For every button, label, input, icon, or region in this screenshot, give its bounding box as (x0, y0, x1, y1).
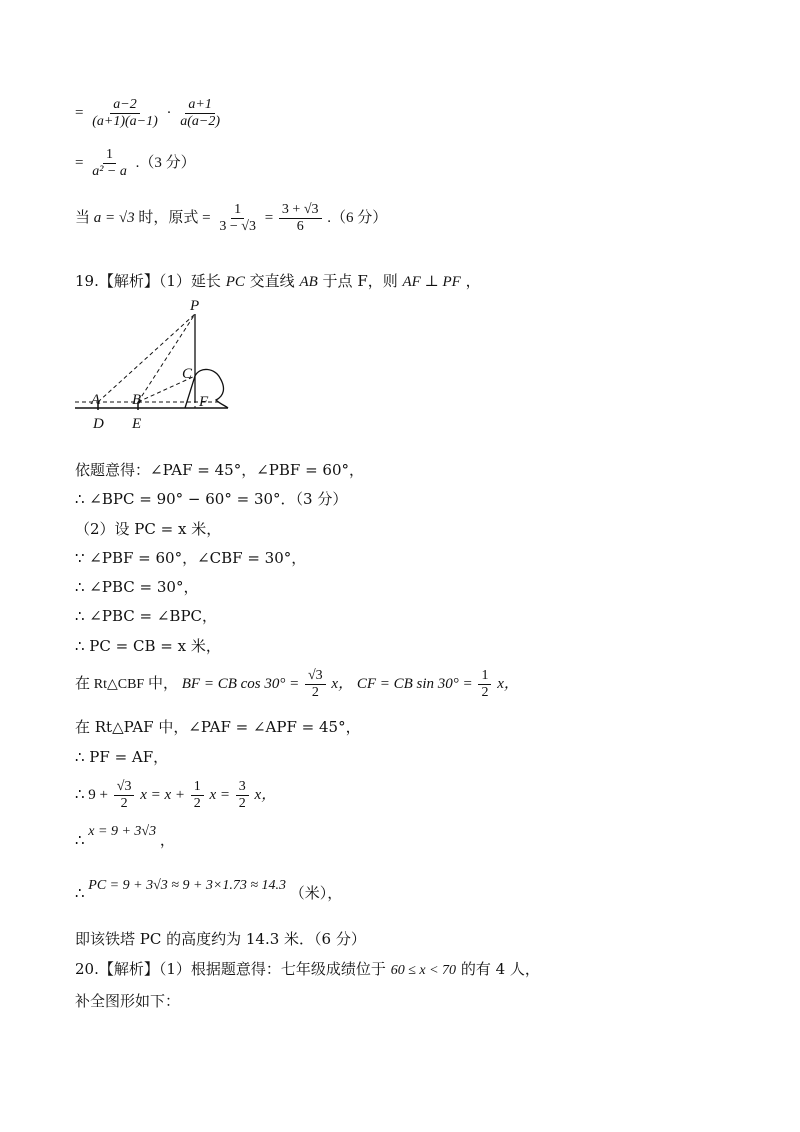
fraction-denominator: 2 (193, 796, 201, 812)
q19-answer: 即该铁塔 PC 的高度约为 14.3 米．（6 分） (75, 930, 366, 948)
label-c: C (182, 366, 193, 382)
label-b: B (132, 392, 142, 408)
math-text: x， (331, 676, 354, 693)
label-e: E (132, 416, 142, 432)
math-text: BF = CB cos 30° = (181, 676, 300, 693)
math-text: x = 9 + 3√3 (88, 824, 157, 839)
q20-heading (75, 960, 540, 980)
text: （米）， (289, 886, 343, 902)
fraction-1 (89, 97, 161, 130)
q19-rt-paf: 在 Rt△PAF 中，∠PAF = ∠APF = 45°， (75, 718, 361, 736)
label-f: F (199, 394, 209, 410)
math-text: PC (225, 274, 245, 290)
fraction (114, 779, 135, 812)
q19-because: ∵ ∠PBF = 60°，∠CBF = 30°， (75, 549, 307, 567)
text: ， (159, 833, 175, 849)
equals-sign: = (202, 210, 211, 227)
fraction-denominator: a(a−2) (180, 114, 221, 130)
math-text: x， (497, 676, 519, 693)
q19-part2-intro: （2）设 PC = x 米， (75, 520, 222, 538)
fraction-numerator: 3 + √3 (279, 202, 322, 219)
equals-sign: = (75, 105, 84, 122)
label-p: P (190, 298, 200, 314)
q19-equal-angles: ∴ ∠PBC = ∠BPC， (75, 607, 218, 625)
fraction-numerator: 1 (191, 779, 204, 796)
q18-step-line-3 (75, 202, 387, 235)
math-text: PC = 9 + 3√3 ≈ 9 + 3×1.73 ≈ 14.3 (88, 878, 287, 893)
q19-equation (75, 779, 276, 812)
fraction-numerator: 1 (231, 202, 244, 219)
fraction-2 (177, 97, 223, 130)
math-text: x = (209, 787, 231, 804)
text: 的有 4 人， (460, 960, 540, 978)
fraction-denominator: 3 − √3 (219, 219, 256, 235)
q19-pc-approx (75, 878, 343, 904)
label-a: A (91, 392, 101, 408)
equals-sign: = (264, 210, 274, 227)
q19-given: 依题意得：∠PAF = 45°，∠PBF = 60°， (75, 461, 364, 479)
fraction-denominator: a² − a (92, 164, 127, 180)
fraction (305, 668, 326, 701)
equals-sign: = (75, 155, 84, 172)
q19-rt-cbf (75, 668, 519, 701)
condition: a = √3 (93, 210, 135, 227)
text: 时，原式 (138, 210, 199, 227)
fraction-numerator: 3 (236, 779, 249, 796)
fraction-denominator: 2 (238, 796, 246, 812)
text: ∴ (75, 833, 85, 849)
math-text: AF ⊥ PF (402, 274, 461, 290)
text: 于点 F，则 (322, 272, 398, 290)
fraction-denominator: 6 (296, 219, 304, 235)
score-note: .（3 分） (135, 155, 196, 172)
tower-geometry-figure (70, 296, 240, 436)
q19-pf-af: ∴ PF = AF， (75, 748, 169, 766)
text: ， (465, 272, 481, 290)
fraction (478, 668, 491, 701)
score-note: .（6 分） (327, 210, 388, 227)
q18-step-line-1 (75, 97, 225, 130)
fraction (236, 779, 249, 812)
fraction-2 (279, 202, 322, 235)
q19-angle-pbc: ∴ ∠PBC = 30°， (75, 578, 199, 596)
math-text: AB (299, 274, 318, 290)
math-text: x， (254, 787, 277, 804)
text: 在 (75, 676, 91, 693)
q19-pc-cb: ∴ PC = CB = x 米， (75, 637, 221, 655)
text: ∴ 9 + (75, 787, 109, 804)
fraction-numerator: 1 (478, 668, 491, 685)
q19-x-value (75, 824, 175, 851)
fraction-numerator: √3 (305, 668, 326, 685)
text: 19.【解析】（1）延长 (75, 272, 221, 290)
text: ∴ (75, 886, 85, 902)
label-d: D (93, 416, 104, 432)
fraction-denominator: 2 (120, 796, 128, 812)
fraction-numerator: a−2 (110, 97, 139, 114)
q19-angle-bpc: ∴ ∠BPC = 90° − 60° = 30°．（3 分） (75, 490, 348, 508)
triangle-name: Rt△CBF (93, 677, 145, 693)
math-text: x = x + (140, 787, 186, 804)
text: 当 (75, 210, 91, 227)
text: 中， (147, 676, 178, 693)
fraction-1 (216, 202, 259, 235)
q19-heading (75, 272, 481, 291)
q18-step-line-2 (75, 147, 196, 180)
text: 20.【解析】（1）根据题意得：七年级成绩位于 (75, 960, 386, 978)
fraction-numerator: √3 (114, 779, 135, 796)
text: 交直线 (249, 272, 295, 290)
math-text: CF = CB sin 30° = (356, 676, 473, 693)
multiply-dot: · (166, 105, 172, 122)
fraction (191, 779, 204, 812)
fraction-denominator: (a+1)(a−1) (92, 114, 158, 130)
fraction-denominator: 2 (481, 685, 489, 701)
fraction-numerator: 1 (103, 147, 116, 164)
fraction-numerator: a+1 (185, 97, 214, 114)
fraction-denominator: 2 (311, 685, 319, 701)
q20-line-2: 补全图形如下： (75, 992, 181, 1010)
fraction (89, 147, 130, 180)
math-text: 60 ≤ x < 70 (390, 963, 457, 978)
